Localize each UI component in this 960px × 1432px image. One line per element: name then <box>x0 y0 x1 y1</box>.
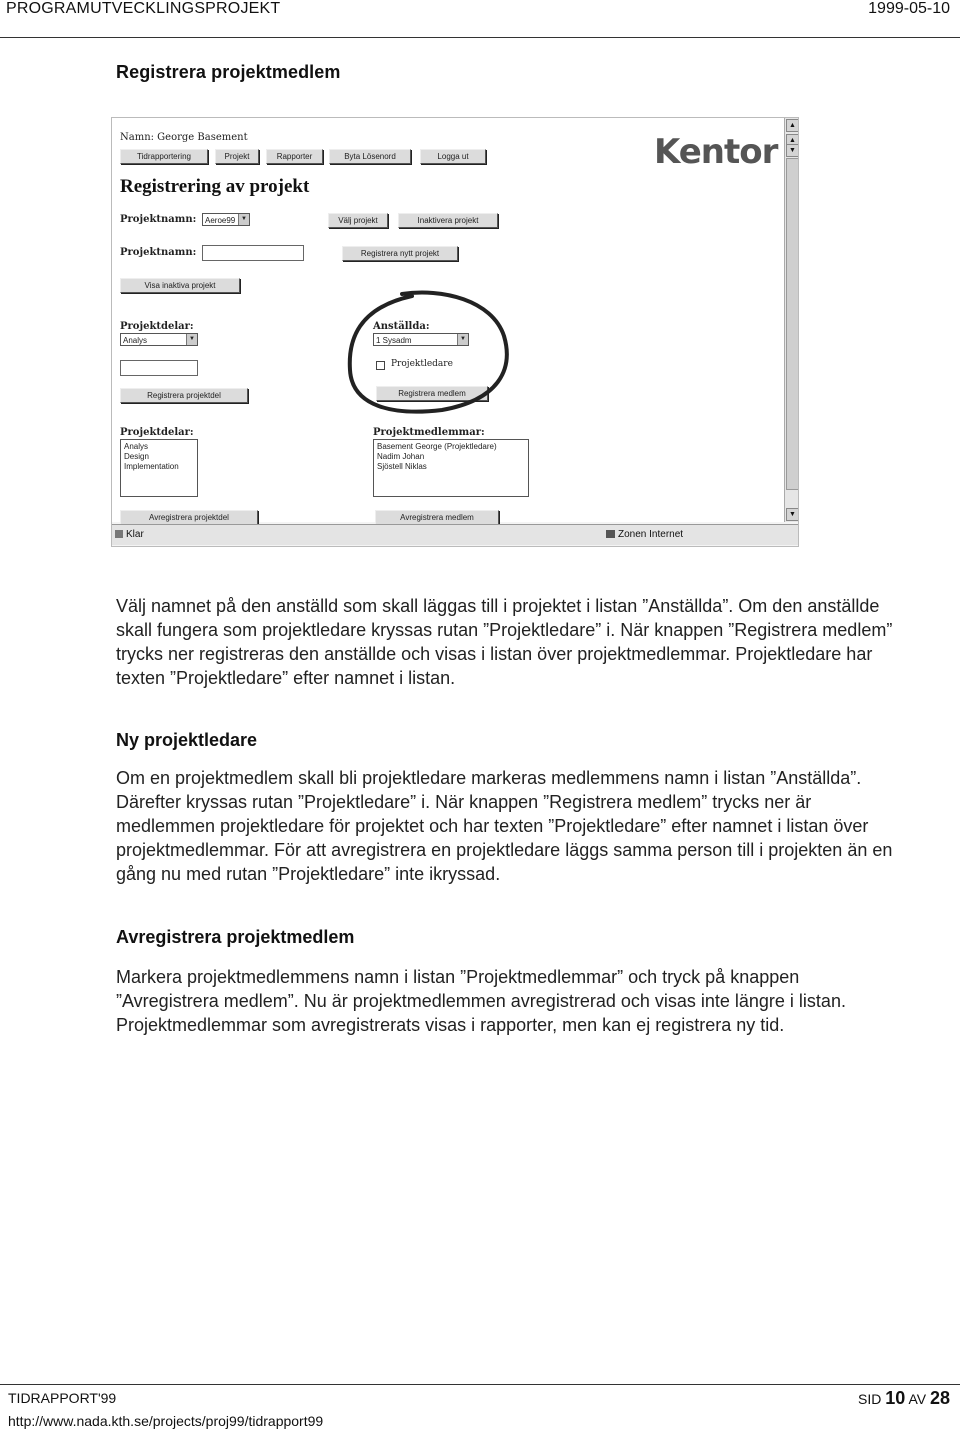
scrollbar-thumb[interactable] <box>786 158 799 490</box>
avregistrera-projektdel-button[interactable]: Avregistrera projektdel <box>120 510 258 525</box>
status-zone: Zonen Internet <box>618 529 684 540</box>
registrera-projektdel-button[interactable]: Registrera projektdel <box>120 388 248 403</box>
paragraph-line: Välj namnet på den anställd som skall läggas till i projektet i listan ”Anställda”. Om den anställde <box>116 596 880 616</box>
screenshot-page <box>112 118 784 522</box>
paragraph-line: medlemmen projektledare för projektet och har texten ”Projektledare” efter namnet i listan över <box>116 816 869 836</box>
embedded-screenshot <box>111 117 799 547</box>
nav-rapporter[interactable]: Rapporter <box>266 149 323 164</box>
section2-paragraph <box>116 766 946 886</box>
projektdelar-select-value: Analys <box>123 336 148 345</box>
nav-logga-ut[interactable]: Logga ut <box>420 149 486 164</box>
visa-inaktiva-projekt-button[interactable]: Visa inaktiva projekt <box>120 278 240 293</box>
av-label: AV <box>908 1391 927 1407</box>
paragraph-line: Projektmedlemmar som avregistrerats visas i rapporter, men kan ej registrera ny tid. <box>116 1015 785 1035</box>
header-project-name: PROGRAMUTVECKLINGSPROJEKT <box>6 0 281 17</box>
list-item[interactable]: Nadim Johan <box>377 452 425 461</box>
list-item[interactable]: Design <box>124 452 149 461</box>
screenshot-page-title: Registrering av projekt <box>120 176 310 197</box>
section-title-registrera: Registrera projektmedlem <box>116 62 341 82</box>
list-item[interactable]: Implementation <box>124 462 179 471</box>
projektmedlemmar-listbox[interactable] <box>373 439 529 497</box>
paragraph-line: gång nu med rutan ”Projektledare” inte ikryssad. <box>116 864 501 884</box>
avregistrera-medlem-button[interactable]: Avregistrera medlem <box>375 510 499 525</box>
browser-statusbar <box>112 524 798 545</box>
anstallda-label: Anställda: <box>373 321 430 332</box>
list-item[interactable]: Basement George (Projektledare) <box>377 442 497 451</box>
registrera-nytt-projekt-button[interactable]: Registrera nytt projekt <box>342 246 458 261</box>
paragraph-line: ”Avregistrera medlem”. Nu är projektmedlemmen avregistrerad och visas inte längre i listan. <box>116 991 846 1011</box>
kentor-logo: Kentor <box>654 132 778 172</box>
sid-label: SID <box>858 1391 882 1407</box>
footer-report-name: TIDRAPPORT'99 <box>8 1390 117 1406</box>
nav-byta-losenord[interactable]: Byta Lösenord <box>329 149 411 164</box>
paragraph-line: texten ”Projektledare” efter namnet i listan. <box>116 668 456 688</box>
footer-rule <box>0 1384 960 1385</box>
projektnamn-label: Projektnamn: <box>120 214 197 225</box>
header-date: 1999-05-10 <box>868 0 950 17</box>
paragraph-line: skall fungera som projektledare kryssas rutan ”Projektledare” i. När knappen ”Registrera medlem” <box>116 620 893 640</box>
section3-paragraph <box>116 965 946 1037</box>
section1-paragraph <box>116 594 946 690</box>
chevron-down-icon: ▼ <box>457 334 468 345</box>
nav-projekt[interactable]: Projekt <box>215 149 259 164</box>
scroll-up-icon[interactable]: ▲ <box>786 119 799 132</box>
paragraph-line: Markera projektmedlemmens namn i listan ”Projektmedlemmar” och tryck på knappen <box>116 967 800 987</box>
medlemmar-list-label: Projektmedlemmar: <box>373 427 485 438</box>
scroll-down-icon[interactable]: ▼ <box>786 508 799 521</box>
valj-projekt-button[interactable]: Välj projekt <box>328 213 388 228</box>
projektdelar-listbox[interactable] <box>120 439 198 497</box>
current-page: 10 <box>885 1388 906 1408</box>
scroll-down-icon[interactable]: ▼ <box>786 144 799 157</box>
section-title-ny-projektledare: Ny projektledare <box>116 730 258 750</box>
anstallda-select-value: 1 Sysadm <box>376 336 412 345</box>
user-label: Namn: George Basement <box>120 132 248 143</box>
projektnamn2-label: Projektnamn: <box>120 247 197 258</box>
projektnamn-select-value: Aeroe99 <box>205 216 236 225</box>
total-pages: 28 <box>929 1388 950 1408</box>
projektdelar-label: Projektdelar: <box>120 321 194 332</box>
inaktivera-projekt-button[interactable]: Inaktivera projekt <box>398 213 498 228</box>
vertical-scrollbar[interactable] <box>784 118 798 522</box>
scroll-up-icon[interactable]: ▲ <box>786 134 799 147</box>
list-item[interactable]: Analys <box>124 442 149 451</box>
nav-tidrapportering[interactable]: Tidrapportering <box>120 149 208 164</box>
paragraph-line: trycks ner registreras den anställde och visas i listan över projektmedlemmar. Projektledare har <box>116 644 873 664</box>
status-ready: Klar <box>126 529 144 540</box>
paragraph-line: Om en projektmedlem skall bli projektledare markeras medlemmens namn i listan ”Anställda”. <box>116 768 862 788</box>
registrera-medlem-button[interactable]: Registrera medlem <box>376 386 488 401</box>
chevron-down-icon: ▼ <box>238 214 249 225</box>
section-title-avregistrera: Avregistrera projektmedlem <box>116 927 355 947</box>
chevron-down-icon: ▼ <box>186 334 197 345</box>
projektdelar-list-label: Projektdelar: <box>120 427 194 438</box>
header-rule <box>0 37 960 38</box>
projektledare-checkbox-label: Projektledare <box>391 359 453 369</box>
footer-url: http://www.nada.kth.se/projects/proj99/tidrapport99 <box>8 1413 324 1429</box>
page-number <box>858 1388 950 1409</box>
paragraph-line: Därefter kryssas rutan ”Projektledare” i. När knappen ”Registrera medlem” trycks ner är <box>116 792 812 812</box>
paragraph-line: projektmedlemmar. För att avregistrera en projektledare läggs samma person till i projekten än en <box>116 840 893 860</box>
list-item[interactable]: Sjöstell Niklas <box>377 462 427 471</box>
